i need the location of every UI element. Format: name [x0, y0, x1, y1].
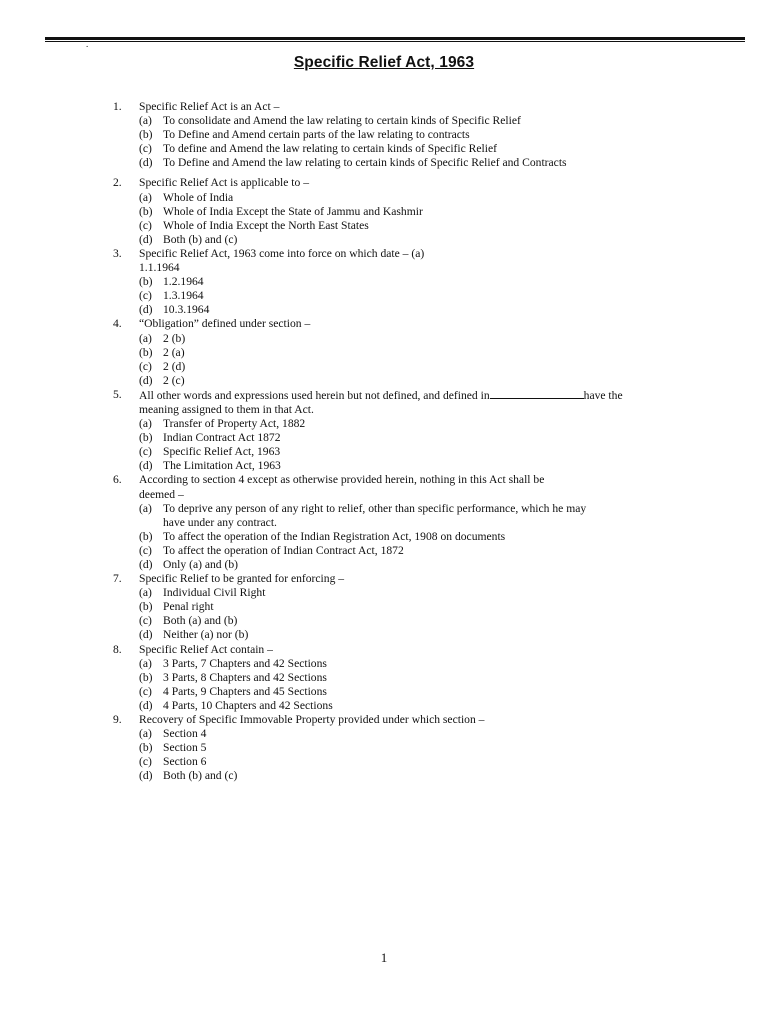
answer-option: [139, 755, 683, 769]
option-text: Both (b) and (c): [163, 232, 238, 246]
option-text: Section 6: [163, 755, 207, 769]
option-text: Whole of India: [163, 190, 234, 204]
answer-option: [139, 374, 683, 388]
header-rule: [45, 37, 745, 40]
option-label: (a): [139, 417, 152, 431]
question-text: Recovery of Specific Immovable Property provided under which section –: [139, 713, 485, 727]
question-list: [113, 100, 683, 784]
question-item: [113, 317, 683, 387]
option-text: To consolidate and Amend the law relating to certain kinds of Specific Relief: [163, 114, 521, 128]
option-label: (a): [139, 727, 152, 741]
answer-option: [139, 699, 683, 713]
question-item: [113, 100, 683, 170]
question-text-part: have the: [583, 388, 623, 402]
option-label: (d): [139, 769, 153, 783]
answer-option: [139, 128, 683, 142]
option-text: To Define and Amend certain parts of the law relating to contracts: [163, 128, 470, 142]
option-label: (b): [139, 600, 153, 614]
option-label: (b): [139, 204, 153, 218]
option-label: (d): [139, 373, 153, 387]
option-text: 2 (c): [163, 373, 185, 387]
question-number: 3.: [113, 246, 122, 260]
answer-option: [139, 205, 683, 219]
question-item: [113, 473, 683, 572]
option-text: To deprive any person of any right to relief, other than specific performance, which he may: [163, 501, 587, 515]
question-number: 5.: [113, 387, 122, 401]
option-label: (c): [139, 755, 152, 769]
option-text: 10.3.1964: [163, 303, 210, 317]
question-text: Specific Relief to be granted for enforcing –: [139, 572, 345, 586]
option-text: Specific Relief Act, 1963: [163, 445, 281, 459]
option-label: (a): [139, 501, 152, 515]
answer-option: [139, 233, 683, 247]
answer-option: [139, 657, 683, 671]
question-item: [113, 247, 683, 317]
option-text: Whole of India Except the State of Jammu and Kashmir: [163, 204, 423, 218]
option-label: (c): [139, 614, 152, 628]
option-label: (d): [139, 459, 153, 473]
question-item: [113, 388, 683, 474]
option-text: The Limitation Act, 1963: [163, 459, 281, 473]
option-label: (d): [139, 303, 153, 317]
header-rule-thin: [45, 41, 745, 42]
question-text: Specific Relief Act is an Act –: [139, 100, 280, 113]
option-text: 4 Parts, 10 Chapters and 42 Sections: [163, 698, 333, 712]
answer-option: [139, 600, 683, 614]
question-text: Specific Relief Act contain –: [139, 642, 273, 656]
question-number: 2.: [113, 176, 122, 190]
header-dot: .: [86, 39, 89, 49]
answer-option: [139, 530, 683, 544]
option-text: Penal right: [163, 600, 214, 614]
question-item: [113, 713, 683, 783]
option-text: 3 Parts, 7 Chapters and 42 Sections: [163, 656, 327, 670]
question-number: 8.: [113, 642, 122, 656]
page-number: 1: [380, 950, 388, 965]
option-text: 1.2.1964: [163, 275, 204, 289]
question-text-continued: meaning assigned to them in that Act.: [139, 402, 314, 416]
option-text: 2 (a): [163, 345, 185, 359]
answer-option: [139, 727, 683, 741]
question-number: 7.: [113, 572, 122, 586]
option-text: Section 4: [163, 727, 207, 741]
option-label: (d): [139, 232, 153, 246]
option-label: (b): [139, 431, 153, 445]
answer-option: [139, 431, 683, 445]
option-label: (b): [139, 275, 153, 289]
option-text: To affect the operation of the Indian Registration Act, 1908 on documents: [163, 529, 506, 543]
answer-option: [139, 303, 683, 317]
fill-blank: [490, 388, 584, 399]
option-label: (d): [139, 628, 153, 642]
option-label: (a): [139, 656, 152, 670]
answer-option: [139, 544, 683, 558]
option-label: (a): [139, 331, 152, 345]
answer-option: [139, 628, 683, 642]
option-text: Only (a) and (b): [163, 558, 239, 571]
option-label: (b): [139, 345, 153, 359]
option-text: 2 (b): [163, 331, 186, 345]
answer-option: [139, 558, 683, 572]
answer-option: [139, 671, 683, 685]
answer-option: [139, 445, 683, 459]
answer-option: [139, 502, 683, 530]
question-text-continued: deemed –: [139, 487, 184, 501]
answer-option: [139, 275, 683, 289]
answer-option: [139, 346, 683, 360]
answer-option: [139, 114, 683, 128]
question-text: Specific Relief Act is applicable to –: [139, 176, 309, 190]
option-label: (b): [139, 670, 153, 684]
answer-option: [139, 289, 683, 303]
option-text: Individual Civil Right: [163, 586, 266, 600]
option-label: (a): [139, 586, 152, 600]
question-text: Specific Relief Act, 1963 come into force on which date – (a): [139, 246, 425, 260]
question-text: According to section 4 except as otherwise provided herein, nothing in this Act shall be: [139, 473, 545, 487]
answer-option: [139, 142, 683, 156]
question-text: [139, 388, 683, 403]
option-text: Whole of India Except the North East States: [163, 218, 369, 232]
answer-option: [139, 156, 683, 170]
option-label: (b): [139, 128, 153, 142]
answer-option: [139, 219, 683, 233]
option-label: (c): [139, 445, 152, 459]
answer-option: [139, 332, 683, 346]
option-text-continued: have under any contract.: [163, 515, 277, 529]
answer-option: [139, 614, 683, 628]
question-text: “Obligation” defined under section –: [139, 317, 311, 331]
option-label: (c): [139, 359, 152, 373]
option-text: To define and Amend the law relating to certain kinds of Specific Relief: [163, 142, 498, 156]
answer-option: [139, 741, 683, 755]
question-text-part: All other words and expressions used herein but not defined, and defined in: [139, 388, 490, 402]
option-label: (d): [139, 156, 153, 170]
option-text: 2 (d): [163, 359, 186, 373]
option-text: 1.3.1964: [163, 289, 204, 303]
answer-option: [139, 417, 683, 431]
option-text: To affect the operation of Indian Contract Act, 1872: [163, 543, 404, 557]
option-label: (c): [139, 218, 152, 232]
option-label: (c): [139, 142, 152, 156]
answer-option: [139, 459, 683, 473]
question-number: 1.: [113, 100, 122, 113]
question-item: [113, 176, 683, 246]
page-title: Specific Relief Act, 1963: [293, 54, 475, 71]
option-label: (b): [139, 529, 153, 543]
option-text: To Define and Amend the law relating to certain kinds of Specific Relief and Contracts: [163, 156, 567, 170]
option-text: Both (b) and (c): [163, 769, 238, 783]
option-label: (c): [139, 684, 152, 698]
question-number: 6.: [113, 473, 122, 487]
option-label: (c): [139, 289, 152, 303]
option-label: (c): [139, 543, 152, 557]
option-label: (a): [139, 190, 152, 204]
option-text: Section 5: [163, 741, 207, 755]
answer-option: [139, 191, 683, 205]
option-text: 3 Parts, 8 Chapters and 42 Sections: [163, 670, 327, 684]
option-text: 4 Parts, 9 Chapters and 45 Sections: [163, 684, 327, 698]
option-label: (d): [139, 698, 153, 712]
option-label: (a): [139, 114, 152, 128]
option-text: Transfer of Property Act, 1882: [163, 417, 306, 431]
option-label: (d): [139, 558, 153, 571]
option-text: Neither (a) nor (b): [163, 628, 249, 642]
answer-option: [139, 685, 683, 699]
option-text: Indian Contract Act 1872: [163, 431, 281, 445]
answer-option: [139, 586, 683, 600]
question-item: [113, 572, 683, 642]
option-label: (b): [139, 741, 153, 755]
question-text-continued: 1.1.1964: [139, 261, 180, 275]
question-number: 9.: [113, 713, 122, 727]
question-item: [113, 643, 683, 713]
question-number: 4.: [113, 317, 122, 331]
answer-option: [139, 769, 683, 783]
answer-option: [139, 360, 683, 374]
option-text: Both (a) and (b): [163, 614, 238, 628]
